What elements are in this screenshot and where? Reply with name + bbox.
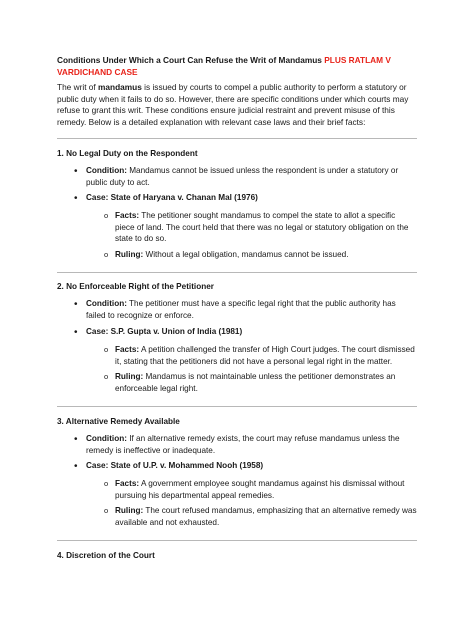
condition-label: Condition: — [86, 166, 127, 175]
divider — [57, 540, 417, 541]
bullet-marker: • — [74, 299, 78, 310]
intro-post: is issued by courts to compel a public authority to perform a statutory or public duty when it fails to do so. However, there are specific conditions under which courts may refuse to grant this writ. These conditions ensure judicial restraint and prevent misuse of this remedy. Below is a detailed explanation with relevant case laws and their brief facts: — [57, 82, 409, 127]
facts-text: A government employee sought mandamus against his dismissal without pursuing his departmental appeal remedies. — [115, 479, 405, 500]
facts-item — [115, 210, 417, 245]
sub-bullet-marker: o — [104, 372, 109, 381]
case-item — [86, 326, 416, 338]
ruling-label: Ruling: — [115, 250, 144, 259]
facts-label: Facts: — [115, 479, 140, 488]
case-name: Case: State of U.P. v. Mohammed Nooh (1958) — [86, 461, 264, 470]
section-heading: 3. Alternative Remedy Available — [57, 417, 180, 426]
bullet-marker: • — [74, 461, 78, 472]
bullet-marker: • — [74, 434, 78, 445]
ruling-label: Ruling: — [115, 372, 144, 381]
condition-label: Condition: — [86, 434, 127, 443]
ruling-item — [115, 505, 417, 528]
bullet-marker: • — [74, 166, 78, 177]
bullet-marker: • — [74, 327, 78, 338]
section-heading: 1. No Legal Duty on the Respondent — [57, 149, 198, 158]
title-highlight: PLUS RATLAM V VARDICHAND CASE — [57, 55, 391, 77]
condition-text: The petitioner must have a specific legal right that the public authority has failed to recognize or enforce. — [86, 299, 396, 320]
ruling-item — [115, 249, 417, 261]
facts-text: A petition challenged the transfer of High Court judges. The court dismissed it, stating that the petitioners did not have a personal legal right in the matter. — [115, 345, 415, 366]
divider — [57, 138, 417, 139]
ruling-label: Ruling: — [115, 506, 144, 515]
condition-item — [86, 165, 416, 188]
ruling-text: Without a legal obligation, mandamus cannot be issued. — [143, 250, 349, 259]
section-heading: 2. No Enforceable Right of the Petitioner — [57, 282, 214, 291]
condition-label: Condition: — [86, 299, 127, 308]
sub-bullet-marker: o — [104, 211, 109, 220]
ruling-item — [115, 371, 417, 394]
ruling-text: Mandamus is not maintainable unless the petitioner demonstrates an enforceable legal right. — [115, 372, 396, 393]
case-name: Case: S.P. Gupta v. Union of India (1981) — [86, 327, 243, 336]
facts-label: Facts: — [115, 345, 140, 354]
condition-item — [86, 298, 416, 321]
condition-item — [86, 433, 416, 456]
intro-pre: The writ of — [57, 82, 99, 92]
case-item — [86, 460, 416, 472]
facts-label: Facts: — [115, 211, 140, 220]
condition-text: Mandamus cannot be issued unless the respondent is under a statutory or public duty to act. — [86, 166, 399, 187]
sub-bullet-marker: o — [104, 345, 109, 354]
document-title — [57, 55, 423, 78]
facts-item — [115, 478, 417, 501]
intro-paragraph — [57, 82, 423, 128]
divider — [57, 272, 417, 273]
section-heading: 4. Discretion of the Court — [57, 551, 155, 560]
bullet-marker: • — [74, 193, 78, 204]
sub-bullet-marker: o — [104, 250, 109, 259]
condition-text: If an alternative remedy exists, the court may refuse mandamus unless the remedy is ineffective or inadequate. — [86, 434, 400, 455]
sub-bullet-marker: o — [104, 506, 109, 515]
case-name: Case: State of Haryana v. Chanan Mal (1976) — [86, 193, 258, 202]
case-item — [86, 192, 416, 204]
divider — [57, 406, 417, 407]
ruling-text: The court refused mandamus, emphasizing that an alternative remedy was available and not exhausted. — [115, 506, 417, 527]
sub-bullet-marker: o — [104, 479, 109, 488]
facts-text: The petitioner sought mandamus to compel the state to allot a specific piece of land. The court held that there was no legal or statutory obligation on the state to do so. — [115, 211, 409, 244]
title-main: Conditions Under Which a Court Can Refuse the Writ of Mandamus — [57, 55, 322, 65]
intro-bold-term: mandamus — [98, 82, 142, 92]
facts-item — [115, 344, 417, 367]
